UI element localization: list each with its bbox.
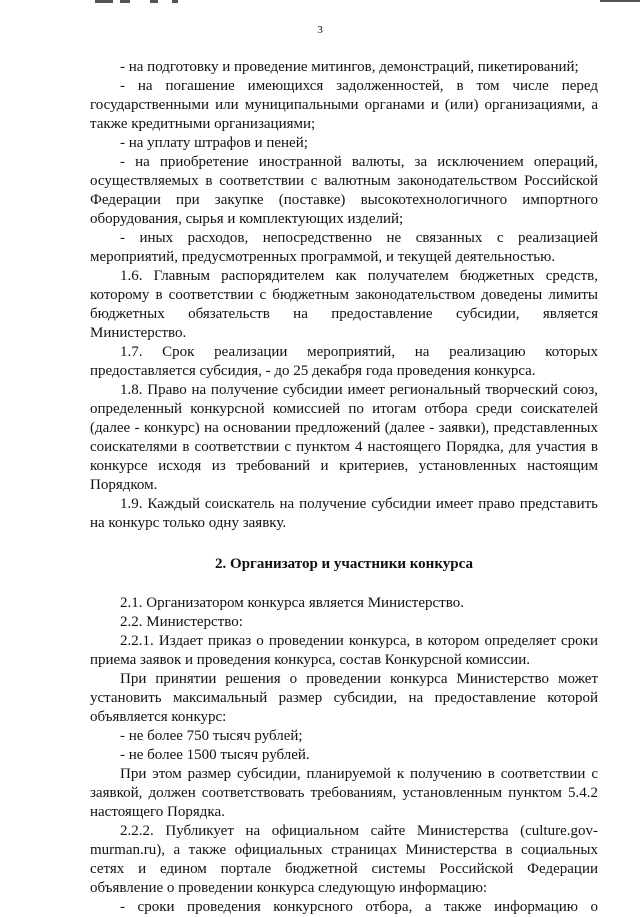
list-item: - сроки проведения конкурсного отбора, а также информацию о	[120, 899, 598, 915]
list-item: - не более 1500 тысяч рублей.	[120, 747, 310, 763]
scan-artifact	[120, 0, 130, 3]
paragraph-1-7: 1.7. Срок реализации мероприятий, на реализацию которых предоставляется субсидия, - до 25 декабря года проведения конкурса.	[90, 344, 598, 379]
paragraph-2-2: 2.2. Министерство:	[120, 614, 243, 630]
paragraph-1-9: 1.9. Каждый соискатель на получение субсидии имеет право представить на конкурс только одну заявку.	[90, 496, 598, 531]
paragraph-1-6: 1.6. Главным распорядителем как получателем бюджетных средств, которому в соответствии с бюджетным законодательством доведены лимиты бюджетных обязательств на предоставление субсидии, является Министерство.	[90, 268, 598, 341]
list-item: - на уплату штрафов и пеней;	[120, 135, 308, 151]
list-item: - не более 750 тысяч рублей;	[120, 728, 303, 744]
list-item: - на погашение имеющихся задолженностей, в том числе перед государственными или муниципальными органами и (или) организациями, а также кредитными организациями;	[90, 78, 598, 132]
scan-artifact	[600, 0, 640, 2]
paragraph-2-1: 2.1. Организатором конкурса является Министерство.	[120, 595, 464, 611]
scan-artifact	[95, 0, 113, 3]
document-body	[90, 58, 598, 917]
paragraph-subsidy-size: При этом размер субсидии, планируемой к получению в соответствии с заявкой, должен соответствовать требованиям, установленным пунктом 5.4.2 настоящего Порядка.	[90, 766, 598, 820]
section-title: 2. Организатор и участники конкурса	[215, 556, 473, 572]
list-item: - на приобретение иностранной валюты, за исключением операций, осуществляемых в соответствии с валютным законодательством Российской Федерации при закупке (поставке) высокотехнологичного импортного оборудования, сырья и комплектующих изделий;	[90, 154, 598, 227]
scan-artifact	[150, 0, 158, 3]
paragraph-1-8: 1.8. Право на получение субсидии имеет региональный творческий союз, определенный конкурсной комиссией по итогам отбора среди соискателей (далее - конкурс) на основании предложений (далее - заявки), представленных соискателями в соответствии с пунктом 4 настоящего Порядка, для участия в конкурсе исходя из требований и критериев, установленных настоящим Порядком.	[90, 382, 598, 493]
paragraph-2-2-2: 2.2.2. Публикует на официальном сайте Министерства (culture.gov-murman.ru), а также официальных страницах Министерства в социальных сетях и едином портале бюджетной системы Российской Федерации объявление о проведении конкурса следующую информацию:	[90, 823, 598, 896]
paragraph-2-2-1: 2.2.1. Издает приказ о проведении конкурса, в котором определяет сроки приема заявок и проведения конкурса, состав Конкурсной комиссии.	[90, 633, 598, 668]
list-item: - иных расходов, непосредственно не связанных с реализацией мероприятий, предусмотренных программой, и текущей деятельностью.	[90, 230, 598, 265]
page-number: 3	[317, 24, 323, 36]
paragraph-decision: При принятии решения о проведении конкурса Министерство может установить максимальный размер субсидии, на предоставление которой объявляется конкурс:	[90, 671, 598, 725]
list-item: - на подготовку и проведение митингов, демонстраций, пикетирований;	[120, 59, 579, 75]
scan-artifact	[172, 0, 178, 3]
